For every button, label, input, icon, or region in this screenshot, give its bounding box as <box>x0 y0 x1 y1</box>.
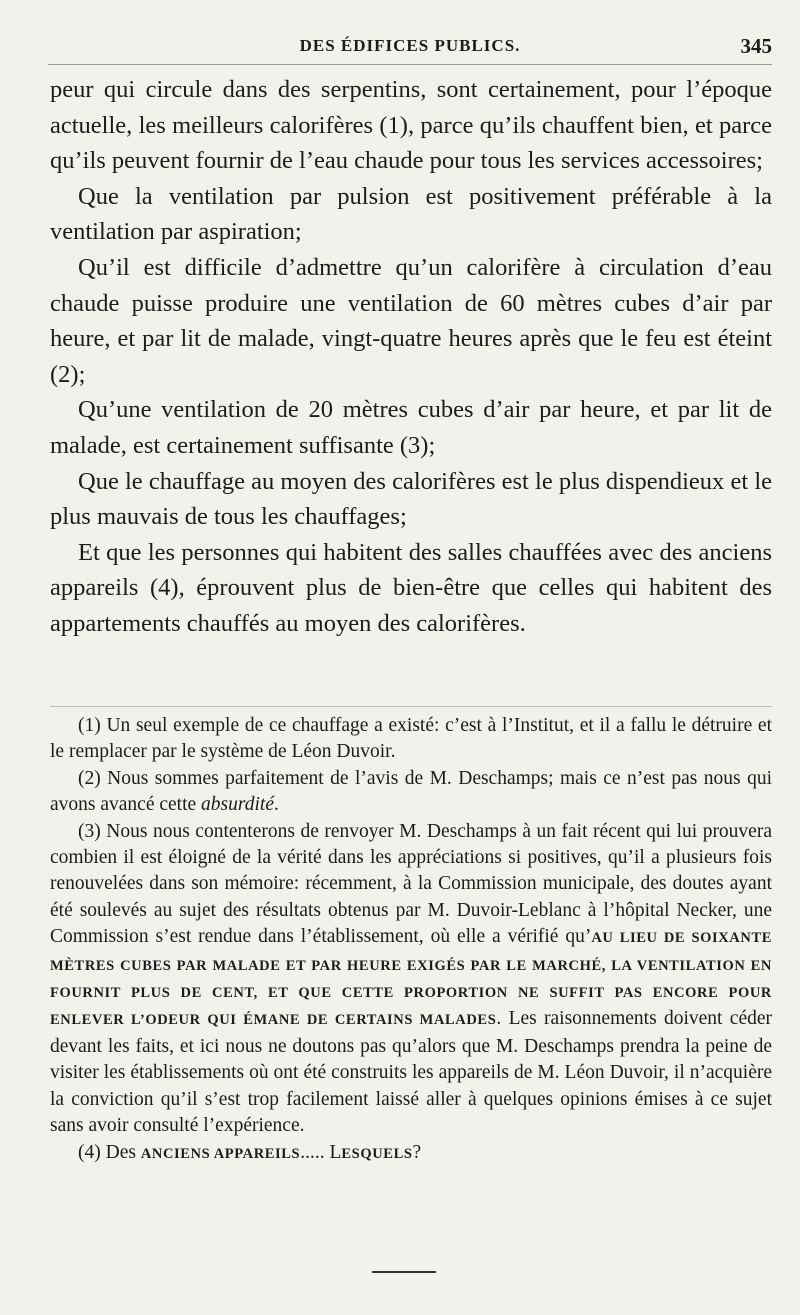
running-header <box>48 30 772 65</box>
footnote-text: (4) Des <box>78 1141 141 1163</box>
footnote-small-caps: ANCIENS APPAREILS <box>140 1145 301 1162</box>
page-number: 345 <box>740 34 772 58</box>
footnote-emphasis: absurdité <box>201 794 274 816</box>
footnotes <box>50 713 772 1167</box>
paragraph: Que le chauffage au moyen des calorifères est le plus dispendieux et le plus mauvais de tous les chauffages; <box>50 467 772 531</box>
footnote-4 <box>50 1140 772 1167</box>
footnote-3 <box>50 819 772 1140</box>
footnote-2 <box>50 766 772 819</box>
paragraph: Que la ventilation par pulsion est positivement préférable à la ventilation par aspiration; <box>50 182 772 246</box>
paragraph: Et que les personnes qui habitent des salles chauffées avec des anciens appareils (4), éprouvent plus de bien-être que celles qui habitent des appartements chauffés au moyen des calorifères. <box>50 538 772 637</box>
footnote-1: (1) Un seul exemple de ce chauffage a existé: c’est à l’Institut, et il a fallu le détruire et le remplacer par le système de Léon Duvoir. <box>50 715 772 763</box>
footnote-small-caps: AU LIEU DE SOIXANTE MÈTRES CUBES PAR MALADE ET PAR HEURE EXIGÉS PAR LE MARCHÉ, LA VENTILATION EN FOURNIT PLUS DE CENT, ET QUE CETTE PROPORTION NE SUFFIT PAS ENCORE POUR ENLEVER L’ODEUR QUI ÉMANE DE CERTAINS MALADES <box>50 930 772 1029</box>
paragraph: Qu’une ventilation de 20 mètres cubes d’air par heure, et par lit de malade, est certainement suffisante (3); <box>50 396 772 459</box>
paragraph: Qu’il est difficile d’admettre qu’un calorifère à circulation d’eau chaude puisse produire une ventilation de 60 mètres cubes d’air par heure, et par lit de malade, vingt-quatre heures après que le feu est éteint (2); <box>50 253 772 388</box>
footnote-text: ..... L <box>300 1141 342 1163</box>
footnote-small-caps: ESQUELS <box>341 1145 413 1162</box>
running-title: DES ÉDIFICES PUBLICS. <box>299 36 521 55</box>
paragraph: peur qui circule dans des serpentins, sont certainement, pour l’époque actuelle, les meilleurs calorifères (1), parce qu’ils chauffent bien, et parce qu’ils peuvent fournir de l’eau chaude pour tous les services accessoires; <box>50 76 772 175</box>
main-text <box>50 72 772 642</box>
footnote-text: (2) Nous sommes parfaitement de l’avis de M. Deschamps; mais ce n’est pas nous qui avons avancé cette <box>50 767 772 816</box>
footnote-text: (3) Nous nous contenterons de renvoyer M. Deschamps à un fait récent qui lui prouvera combien il est éloigné de la vérité dans les appréciations si positives, qu’il a plusieurs fois renouvelées dans son mémoire: récemment, à la Commission municipale, des doutes ayant été soulevés au sujet des résultats obtenus par M. Duvoir-Leblanc à l’hôpital Necker, une Commission s’est rendue dans l’établissement, où elle a vérifié qu’ <box>50 820 772 948</box>
footnote-divider <box>50 706 772 707</box>
footnote-text: . <box>274 794 279 816</box>
end-divider <box>372 1271 436 1273</box>
footnote-text: . Les raisonnements doivent céder devant les faits, et ici nous ne doutons pas qu’alors que M. Deschamps prendra la peine de visiter les établissements où ont été construits les appareils de M. Léon Duvoir, il n’acquière la conviction qu’il s’est trop facilement laissé aller à quelques opinions émises à ce sujet sans avoir consulté l’expérience. <box>50 1008 772 1137</box>
footnote-text: ? <box>412 1141 422 1163</box>
